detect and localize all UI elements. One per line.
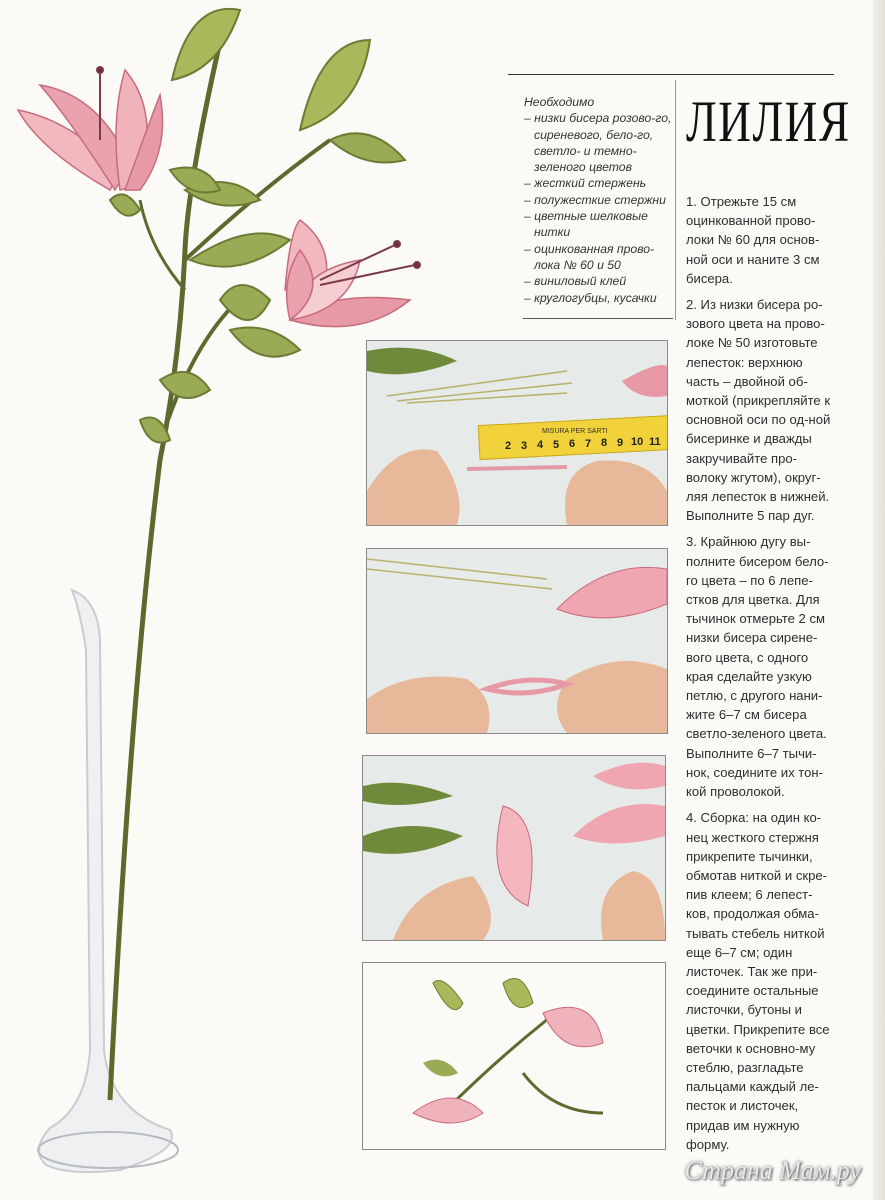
photo-petal-assembly [362, 755, 666, 941]
step-4: 4. Сборка: на один ко-нец жесткого стержня прикрепите тычинки, обмотав ниткой и скре-пив клеем; 6 лепест-ков, продолжая обма-тывать стебель ниткой еще 6–7 см; один листочек. Так же при-соедините остальные листочки, бутоны и цветки. Прикрепите все веточки к основно-му стеблю, разгладьте пальцами каждый ле-песток и листочек, придав им нужную форму. [686, 810, 830, 1152]
tape-number: 9 [617, 437, 624, 449]
tape-number: 2 [505, 440, 512, 452]
step-2: 2. Из низки бисера ро-зового цвета на прово-локе № 50 изготовьте лепесток: верхнюю часть – двойной об-моткой (прикрепляйте к основной оси по од-ной бисеринке и дважды закручивайте про-волоку жгутом), округ-ляя лепесток в нижней. Выполните 5 пар дуг. [686, 297, 831, 524]
materials-heading: Необходимо [524, 95, 595, 109]
materials-item: – низки бисера розово-го, сиреневого, бело-го, светло- и темно-зеленого цветов [524, 111, 672, 175]
tape-number: 11 [649, 436, 661, 448]
page-title: ЛИЛИЯ [686, 89, 851, 154]
tape-number: 10 [631, 436, 644, 448]
watermark: Страна Мам.ру [684, 1156, 861, 1185]
tape-number: 8 [601, 437, 608, 449]
column-divider [675, 80, 676, 320]
photo-finished-lily [362, 962, 666, 1150]
materials-list [524, 94, 674, 306]
tape-number: 4 [537, 439, 544, 451]
photo-bead-loop [366, 548, 668, 734]
materials-item: – круглогубцы, кусачки [524, 290, 657, 305]
page-edge [873, 0, 885, 1200]
tape-label: MISURA PER SARTI [542, 428, 608, 435]
materials-bottom-rule [523, 318, 673, 319]
materials-item: – полужесткие стержни [524, 192, 666, 207]
materials-item: – жесткий стержень [524, 176, 647, 191]
header-rule [508, 74, 834, 75]
tape-number: 5 [553, 439, 560, 451]
step-3: 3. Крайнюю дугу вы-полните бисером бело-го цвета – по 6 лепе-стков для цветка. Для тычинок отмерьте 2 см низки бисера сирене-вого цвета, с одного края сделайте узкую петлю, с другого нани-жите 6–7 см бисера светло-зеленого цвета. Выполните 6–7 тычи-нок, соедините их тон-кой проволокой. [686, 534, 829, 800]
photo-measuring-beads [366, 340, 668, 526]
materials-item: – виниловый клей [524, 274, 627, 289]
tape-number: 7 [585, 438, 592, 450]
materials-item: – оцинкованная прово-лока № 60 и 50 [524, 241, 655, 272]
step-1: 1. Отрежьте 15 см оцинкованной прово-локи № 60 для основ-ной оси и наните 3 см бисера. [686, 194, 820, 286]
instructions [686, 192, 836, 1161]
materials-item: – цветные шелковые нитки [524, 209, 648, 240]
tape-number: 6 [569, 438, 576, 450]
tape-number: 3 [521, 440, 528, 452]
